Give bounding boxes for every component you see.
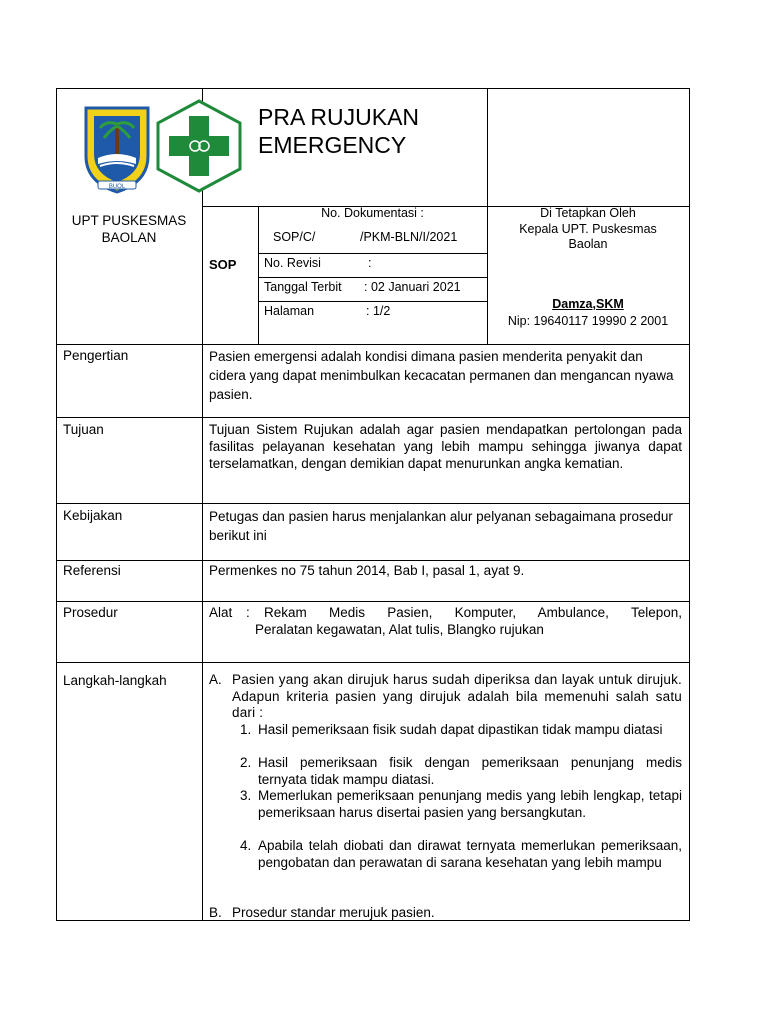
approver-nip: Nip: 19640117 19990 2 2001 bbox=[507, 314, 669, 328]
page-title bbox=[258, 103, 419, 159]
approval-line-3: Baolan bbox=[568, 237, 608, 251]
prosedur-alat-label: Alat bbox=[209, 605, 233, 620]
no-revisi-value: : bbox=[368, 256, 372, 270]
no-dokumen-suffix: /PKM-BLN/I/2021 bbox=[360, 230, 458, 244]
row-divider-kebijakan bbox=[56, 503, 690, 504]
health-cross-icon bbox=[154, 98, 244, 194]
pengertian-label: Pengertian bbox=[63, 348, 129, 363]
row-divider-pengertian bbox=[56, 344, 690, 345]
sop-label: SOP bbox=[209, 257, 237, 272]
approval-line-2: Kepala UPT. Puskesmas bbox=[519, 221, 657, 236]
row-divider-tujuan bbox=[56, 417, 690, 418]
langkah-a-text: Pasien yang akan dirujuk harus sudah diperiksa dan layak untuk dirujuk. Adapun kriteria pasien yang dirujuk adalah bila memenuhi salah satu dari : bbox=[232, 672, 682, 720]
no-dokumen-label: No. Dokumentasi : bbox=[321, 206, 424, 220]
no-dokumen-prefix: SOP/C/ bbox=[273, 230, 316, 244]
meta-divider-2 bbox=[258, 277, 487, 278]
tanggal-label: Tanggal Terbit bbox=[264, 280, 342, 294]
title-line-1: PRA RUJUKAN bbox=[258, 104, 420, 130]
row-divider-referensi bbox=[56, 560, 690, 561]
halaman-label: Halaman bbox=[264, 304, 315, 318]
regional-seal-icon bbox=[80, 102, 154, 194]
list-item-number: 1. bbox=[240, 722, 252, 737]
column-divider bbox=[202, 88, 203, 921]
list-item-number: 2. bbox=[240, 755, 252, 770]
org-line-1: UPT PUSKESMAS bbox=[71, 213, 187, 228]
table-border-right bbox=[689, 88, 690, 921]
no-revisi-label: No. Revisi bbox=[264, 256, 321, 270]
list-item-number: 4. bbox=[240, 838, 252, 853]
approval-line-1: Di Tetapkan Oleh bbox=[540, 206, 636, 220]
list-item-text: Apabila telah diobati dan dirawat ternyata memerlukan pemeriksaan, pengobatan dan perawatan di sarana kesehatan yang lebih mampu bbox=[258, 838, 682, 870]
list-item-text: Memerlukan pemeriksaan penunjang medis yang lebih lengkap, tetapi pemeriksaan harus disertai pasien yang bersangkutan. bbox=[258, 788, 682, 820]
pengertian-text: Pasien emergensi adalah kondisi dimana pasien menderita penyakit dan cidera yang dapat menimbulkan kecacatan permanen dan mengancan nyawa pasien. bbox=[209, 349, 674, 402]
row-divider-prosedur bbox=[56, 601, 690, 602]
langkah-b-marker: B. bbox=[209, 905, 222, 920]
sop-divider bbox=[258, 206, 259, 344]
tanggal-value: : 02 Januari 2021 bbox=[364, 280, 461, 294]
langkah-b-text: Prosedur standar merujuk pasien. bbox=[232, 905, 435, 920]
prosedur-alat-sep: : bbox=[246, 605, 250, 620]
row-divider-langkah bbox=[56, 662, 690, 663]
org-line-2: BAOLAN bbox=[101, 230, 157, 245]
halaman-value: : 1/2 bbox=[366, 304, 391, 318]
langkah-a-marker: A. bbox=[209, 672, 222, 687]
langkah-label: Langkah-langkah bbox=[63, 673, 167, 688]
prosedur-alat-line-2: Peralatan kegawatan, Alat tulis, Blangko rujukan bbox=[255, 622, 544, 637]
prosedur-label: Prosedur bbox=[63, 605, 118, 620]
meta-divider-3 bbox=[258, 301, 487, 302]
list-item-number: 3. bbox=[240, 788, 252, 803]
list-item-text: Hasil pemeriksaan fisik sudah dapat dipastikan tidak mampu diatasi bbox=[258, 722, 663, 737]
organization-name bbox=[56, 212, 202, 246]
kebijakan-text: Petugas dan pasien harus menjalankan alur pelyanan sebagaimana prosedur berikut ini bbox=[209, 509, 673, 543]
prosedur-alat-line-1: Rekam Medis Pasien, Komputer, Ambulance, Telepon, bbox=[264, 605, 682, 620]
list-item-text: Hasil pemeriksaan fisik dengan pemeriksaan penunjang medis ternyata tidak mampu diatasi. bbox=[258, 755, 682, 787]
referensi-text: Permenkes no 75 tahun 2014, Bab I, pasal 1, ayat 9. bbox=[209, 563, 525, 578]
title-line-2: EMERGENCY bbox=[258, 132, 407, 158]
approver-name: Damza,SKM bbox=[552, 297, 624, 311]
approval-block bbox=[487, 206, 689, 253]
meta-divider-1 bbox=[258, 253, 487, 254]
tujuan-text: Tujuan Sistem Rujukan adalah agar pasien mendapatkan pertolongan pada fasilitas pelayanan kesehatan yang lebih mampu sehingga jiwanya dapat terselamatkan, dengan demikian dapat menurunkan angka kematian. bbox=[209, 422, 682, 471]
referensi-label: Referensi bbox=[63, 563, 121, 578]
seal-ribbon-text: BUOL bbox=[108, 184, 126, 190]
kebijakan-label: Kebijakan bbox=[63, 508, 123, 523]
tujuan-label: Tujuan bbox=[63, 422, 104, 437]
table-border-top bbox=[56, 88, 690, 89]
